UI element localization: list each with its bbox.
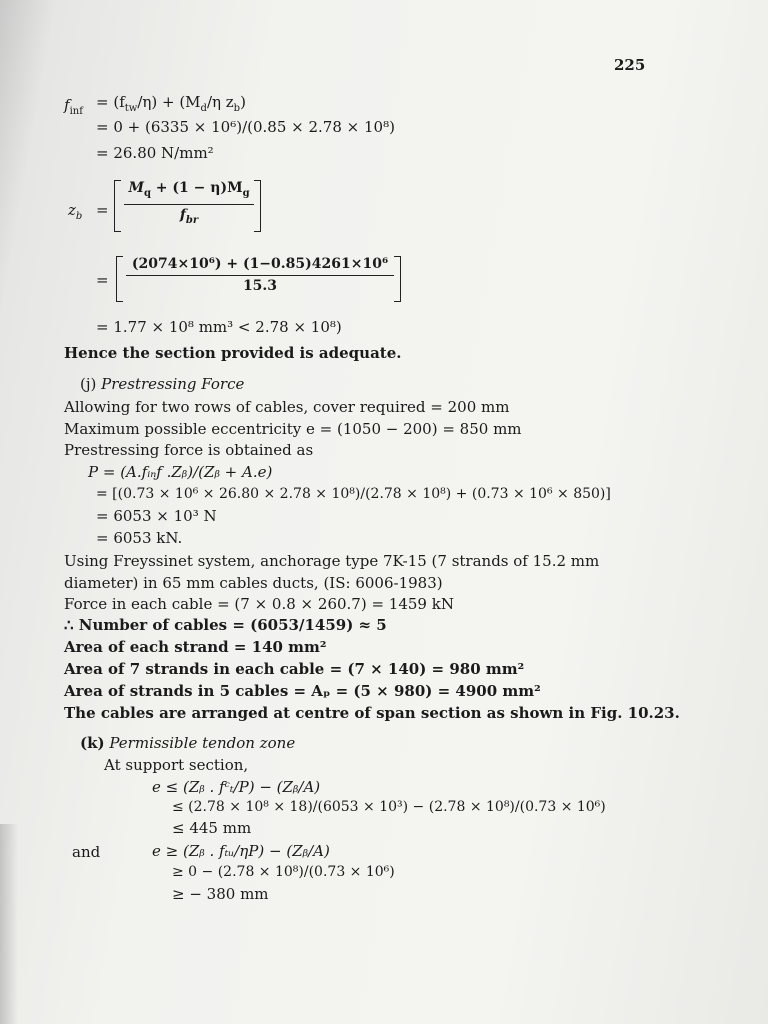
page-number: 225 [614, 56, 646, 74]
zb-denominator: $f_{br}$ [179, 206, 199, 226]
zb2-equals: = [96, 271, 109, 289]
finf-calculation: = 0 + (6335 × 10⁶)/(0.85 × 2.78 × 10⁸) [96, 118, 395, 136]
support-section: At support section, [104, 756, 249, 774]
and-word: and [72, 843, 101, 861]
area-five-cables: Area of strands in 5 cables = Aₚ = (5 × 980) = 4900 mm² [64, 682, 541, 700]
finf-definition: = $(f_{tw}/\eta) + (M_d/\eta$ $z_b$) [96, 93, 246, 114]
e-upper-result: ≤ 445 mm [172, 819, 252, 837]
p-calculation: = [(0.73 × 10⁶ × 26.80 × 2.78 × 10⁸)/(2.78 × 10⁸) + (0.73 × 10⁶ × 850)] [96, 486, 611, 502]
zb-equals: = [96, 201, 109, 219]
zb-numerator: $M_q + (1 - \eta)M_g$ [128, 180, 250, 199]
freyssinet-line-2: diameter) in 65 mm cables ducts, (IS: 6006-1983) [64, 574, 443, 592]
p-formula: P = (A.fᵢₙƒ .Zᵦ)/(Zᵦ + A.e) [88, 463, 273, 481]
zb-label: $z_b$ [68, 201, 83, 222]
prestress-intro: Prestressing force is obtained as [64, 441, 314, 459]
freyssinet-line-1: Using Freyssinet system, anchorage type 7K-15 (7 strands of 15.2 mm [64, 552, 600, 570]
page-edge-shadow [0, 824, 18, 1024]
cover-line: Allowing for two rows of cables, cover required = 200 mm [64, 398, 510, 416]
eccentricity-line: Maximum possible eccentricity e = (1050 − 200) = 850 mm [64, 420, 522, 438]
fraction-bar [124, 204, 254, 205]
zb-result: = 1.77 × 10⁸ mm³ < 2.78 × 10⁸) [96, 318, 342, 336]
cables-arranged: The cables are arranged at centre of span section as shown in Fig. 10.23. [64, 704, 680, 722]
e-lower-calc: ≥ 0 − (2.78 × 10⁸)/(0.73 × 10⁶) [172, 864, 395, 880]
fraction-bar-2 [126, 275, 394, 276]
area-each-strand: Area of each strand = 140 mm² [64, 638, 327, 656]
zb2-fraction [126, 256, 394, 295]
zb2-denominator: 15.3 [242, 278, 278, 294]
zb-fraction [124, 180, 254, 229]
bracket-left-2 [116, 256, 123, 302]
bracket-right-2 [394, 256, 401, 302]
force-per-cable: Force in each cable = (7 × 0.8 × 260.7) = 1459 kN [64, 595, 454, 613]
e-upper-calc: ≤ (2.78 × 10⁸ × 18)/(6053 × 10³) − (2.78 × 10⁸)/(0.73 × 10⁶) [172, 799, 606, 815]
finf-label: $f_{inf}$ [64, 96, 83, 117]
finf-result: = 26.80 N/mm² [96, 144, 214, 162]
e-lower-result: ≥ − 380 mm [172, 885, 269, 903]
number-of-cables: ∴ Number of cables = (6053/1459) ≈ 5 [64, 616, 387, 634]
e-upper-formula: e ≤ (Zᵦ . fᶜₜ/P) − (Zᵦ/A) [152, 778, 321, 796]
p-result-kn: = 6053 kN. [96, 529, 183, 547]
bracket-left [114, 180, 121, 232]
section-k-heading: (k) Permissible tendon zone [80, 734, 296, 752]
area-seven-strands: Area of 7 strands in each cable = (7 × 140) = 980 mm² [64, 660, 525, 678]
section-j-heading: (j) Prestressing Force [80, 375, 245, 393]
adequate-statement: Hence the section provided is adequate. [64, 344, 402, 362]
zb2-numerator: (2074×10⁶) + (1−0.85)4261×10⁶ [131, 256, 389, 272]
bracket-right [254, 180, 261, 232]
p-result-n: = 6053 × 10³ N [96, 507, 217, 525]
e-lower-formula: e ≥ (Zᵦ . fₜᵤ/ηP) − (Zᵦ/A) [152, 842, 330, 860]
